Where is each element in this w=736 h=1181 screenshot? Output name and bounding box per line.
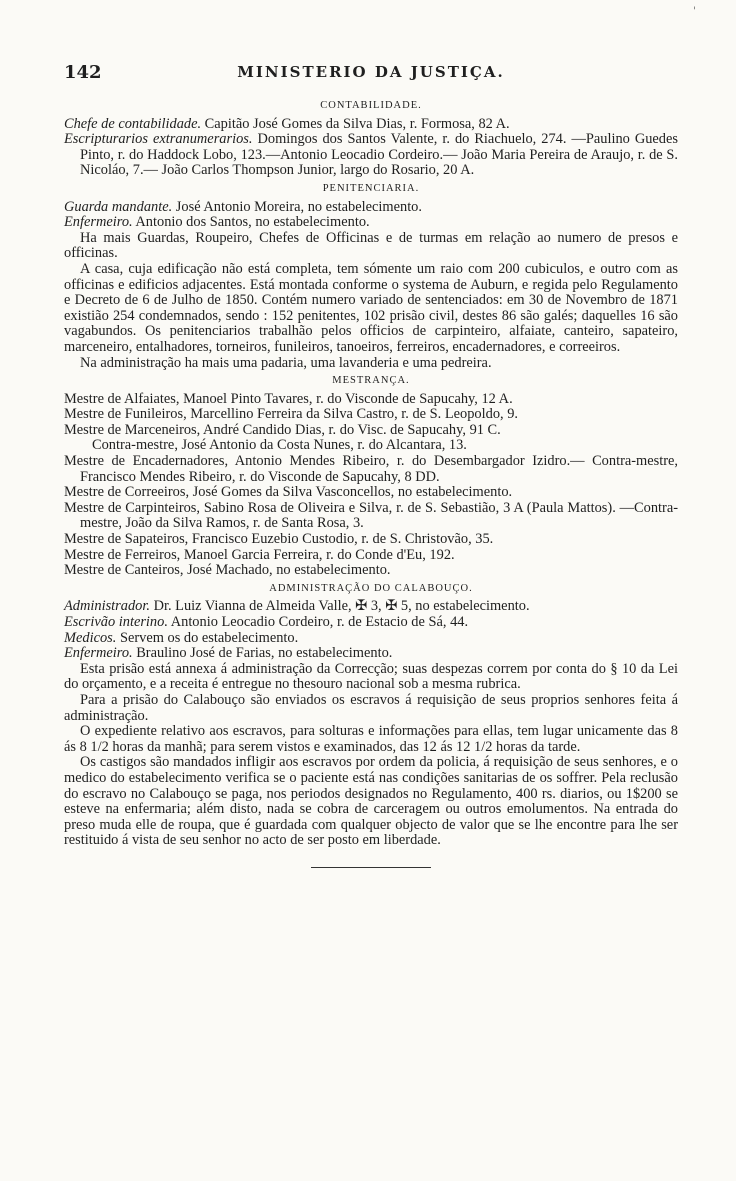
entry-enfermeiro-calabouco (64, 646, 678, 662)
closing-rule (311, 867, 431, 868)
entry-chefe-contabilidade (64, 117, 678, 133)
entry-escrivao (64, 615, 678, 631)
section-heading-mestranca: MESTRANÇA. (332, 375, 410, 387)
entry-label: Escripturarios extranumerarios. (64, 131, 253, 148)
entry-label: Administrador. (64, 598, 150, 615)
entry-medicos (64, 631, 678, 647)
paragraph-administracao: Na administração ha mais uma padaria, uma lavanderia e uma pedreira. (80, 354, 492, 371)
paragraph-castigos: Os castigos são mandados infligir aos escravos por ordem da policia, á requisição de seus senhores, e o medico do estabelecimento verifica se o paciente está nas condições sanitarias de os soffrer. Pela reclusão do escravo no Calabouço se paga, nos periodos designados no Regulamento, 400 rs. diarios, ou 1$200 se esteve na enfermaria; além disto, nada se cobra de carceragem ou outros emolumentos. Na entrada do preso muda elle de roupa, que é guardada com qualquer objecto de valor que se lhe encontre para lhe ser restituido á vista de seu senhor no acto de ser posto em liberdade. (64, 754, 678, 849)
entry-text: Dr. Luiz Vianna de Almeida Valle, ✠ 3, ✠ 5, no estabelecimento. (149, 598, 530, 615)
entry-text: Antonio dos Santos, no estabelecimento. (132, 214, 370, 231)
page-number: 142 (64, 62, 102, 83)
entry-text: Domingos dos Santos Valente, r. do Riachuelo, 274. —Paulino Guedes Pinto, r. do Haddock Lobo, 123.—Antonio Leocadio Cordeiro.— João Maria Pereira de Araujo, r. de S. Nicoláo, 7.— João Carlos Thompson Junior, largo do Rosario, 20 A. (80, 131, 678, 179)
paragraph-expediente: O expediente relativo aos escravos, para solturas e informações para ellas, tem lugar unicamente das 8 ás 8 1/2 horas da manhã; para serem vistos e examinados, das 12 ás 12 1/2 horas da tarde. (64, 723, 678, 755)
entry-text: Servem os do estabelecimento. (116, 629, 299, 646)
mestranca-line: Mestre de Canteiros, José Machado, no estabelecimento. (64, 562, 391, 579)
mestranca-line: Mestre de Sapateiros, Francisco Euzebio Custodio, r. de S. Christovão, 35. (64, 531, 494, 548)
paragraph-casa: A casa, cuja edificação não está completa, tem sómente um raio com 200 cubiculos, e outro com as officinas e edificios adjacentes. Está montada conforme o systema de Auburn, e regida pelo Regulamento e Decreto de 6 de Julho de 1850. Contém numero variado de sentenciados: em 30 de Novembro de 1871 existião 254 condemnados, sendo : 152 penitentes, 102 prisão civil, destes 86 são galés; daquelles 16 são vagabundos. Os penitenciarios trabalhão pelos officios de carpinteiro, alfaiate, canteiro, sapateiro, marceneiro, entalhadores, torneiros, funileiros, tanoeiros, ferreiros, encadernadores, e correeiros. (64, 260, 678, 355)
mestranca-line: Mestre de Funileiros, Marcellino Ferreira da Silva Castro, r. de S. Leopoldo, 9. (64, 406, 519, 423)
entry-label: Chefe de contabilidade. (64, 115, 202, 132)
section-heading-contabilidade: CONTABILIDADE. (320, 100, 422, 111)
corner-mark: ' (693, 6, 696, 17)
paragraph-envio: Para a prisão do Calabouço são enviados os escravos á requisição de seus proprios senhores feita á administração. (64, 691, 678, 724)
entry-text: Braulino José de Farias, no estabelecimento. (132, 645, 393, 662)
entry-label: Medicos. (64, 629, 117, 646)
entry-label: Escrivão interino. (64, 614, 168, 630)
entry-escripturarios (64, 132, 678, 179)
page-body (64, 96, 678, 868)
section-heading-penitenciaria: PENITENCIARIA. (322, 182, 420, 194)
entry-text: Antonio Leocadio Cordeiro, r. de Estacio de Sá, 44. (167, 614, 469, 630)
mestranca-line: Mestre de Alfaiates, Manoel Pinto Tavares, r. do Visconde de Sapucahy, 12 A. (64, 390, 513, 407)
entry-label: Enfermeiro. (64, 645, 133, 662)
entry-enfermeiro-penitenciaria (64, 215, 678, 231)
mestranca-line: Mestre de Encadernadores, Antonio Mendes Ribeiro, r. do Desembargador Izidro.— Contra-mestre, Francisco Mendes Ribeiro, r. do Visconde de Sapucahy, 8 DD. (64, 453, 678, 485)
entry-label: Guarda mandante. (64, 198, 173, 215)
mestranca-line: Mestre de Ferreiros, Manoel Garcia Ferreira, r. do Conde d'Eu, 192. (64, 546, 455, 563)
section-heading-calabouco: ADMINISTRAÇÃO DO CALABOUÇO. (269, 582, 473, 594)
entry-text: Capitão José Gomes da Silva Dias, r. Formosa, 82 A. (201, 115, 510, 132)
mestranca-line: Contra-mestre, José Antonio da Costa Nunes, r. do Alcantara, 13. (92, 437, 467, 454)
running-title: MINISTERIO DA JUSTIÇA. (237, 63, 505, 81)
entry-text: José Antonio Moreira, no estabelecimento. (172, 198, 422, 215)
mestranca-line: Mestre de Correeiros, José Gomes da Silva Vasconcellos, no estabelecimento. (64, 484, 513, 501)
paragraph-prisao: Esta prisão está annexa á administração da Correcção; suas despezas correm por conta do § 10 da Lei do orçamento, e a receita é entregue no thesouro nacional sob a mesma rubrica. (64, 660, 678, 693)
running-header (64, 62, 678, 86)
mestranca-line: Mestre de Marceneiros, André Candido Dias, r. do Visc. de Sapucahy, 91 C. (64, 421, 501, 438)
paragraph-guardas: Ha mais Guardas, Roupeiro, Chefes de Officinas e de turmas em relação ao numero de presos e officinas. (64, 229, 678, 262)
entry-guarda-mandante (64, 200, 678, 216)
entry-label: Enfermeiro. (64, 214, 133, 231)
mestranca-line: Mestre de Carpinteiros, Sabino Rosa de Oliveira e Silva, r. de S. Sebastião, 3 A (Paula Mattos). —Contra-mestre, João da Silva Ramos, r. de Santa Rosa, 3. (64, 499, 678, 532)
entry-administrador (64, 599, 678, 615)
